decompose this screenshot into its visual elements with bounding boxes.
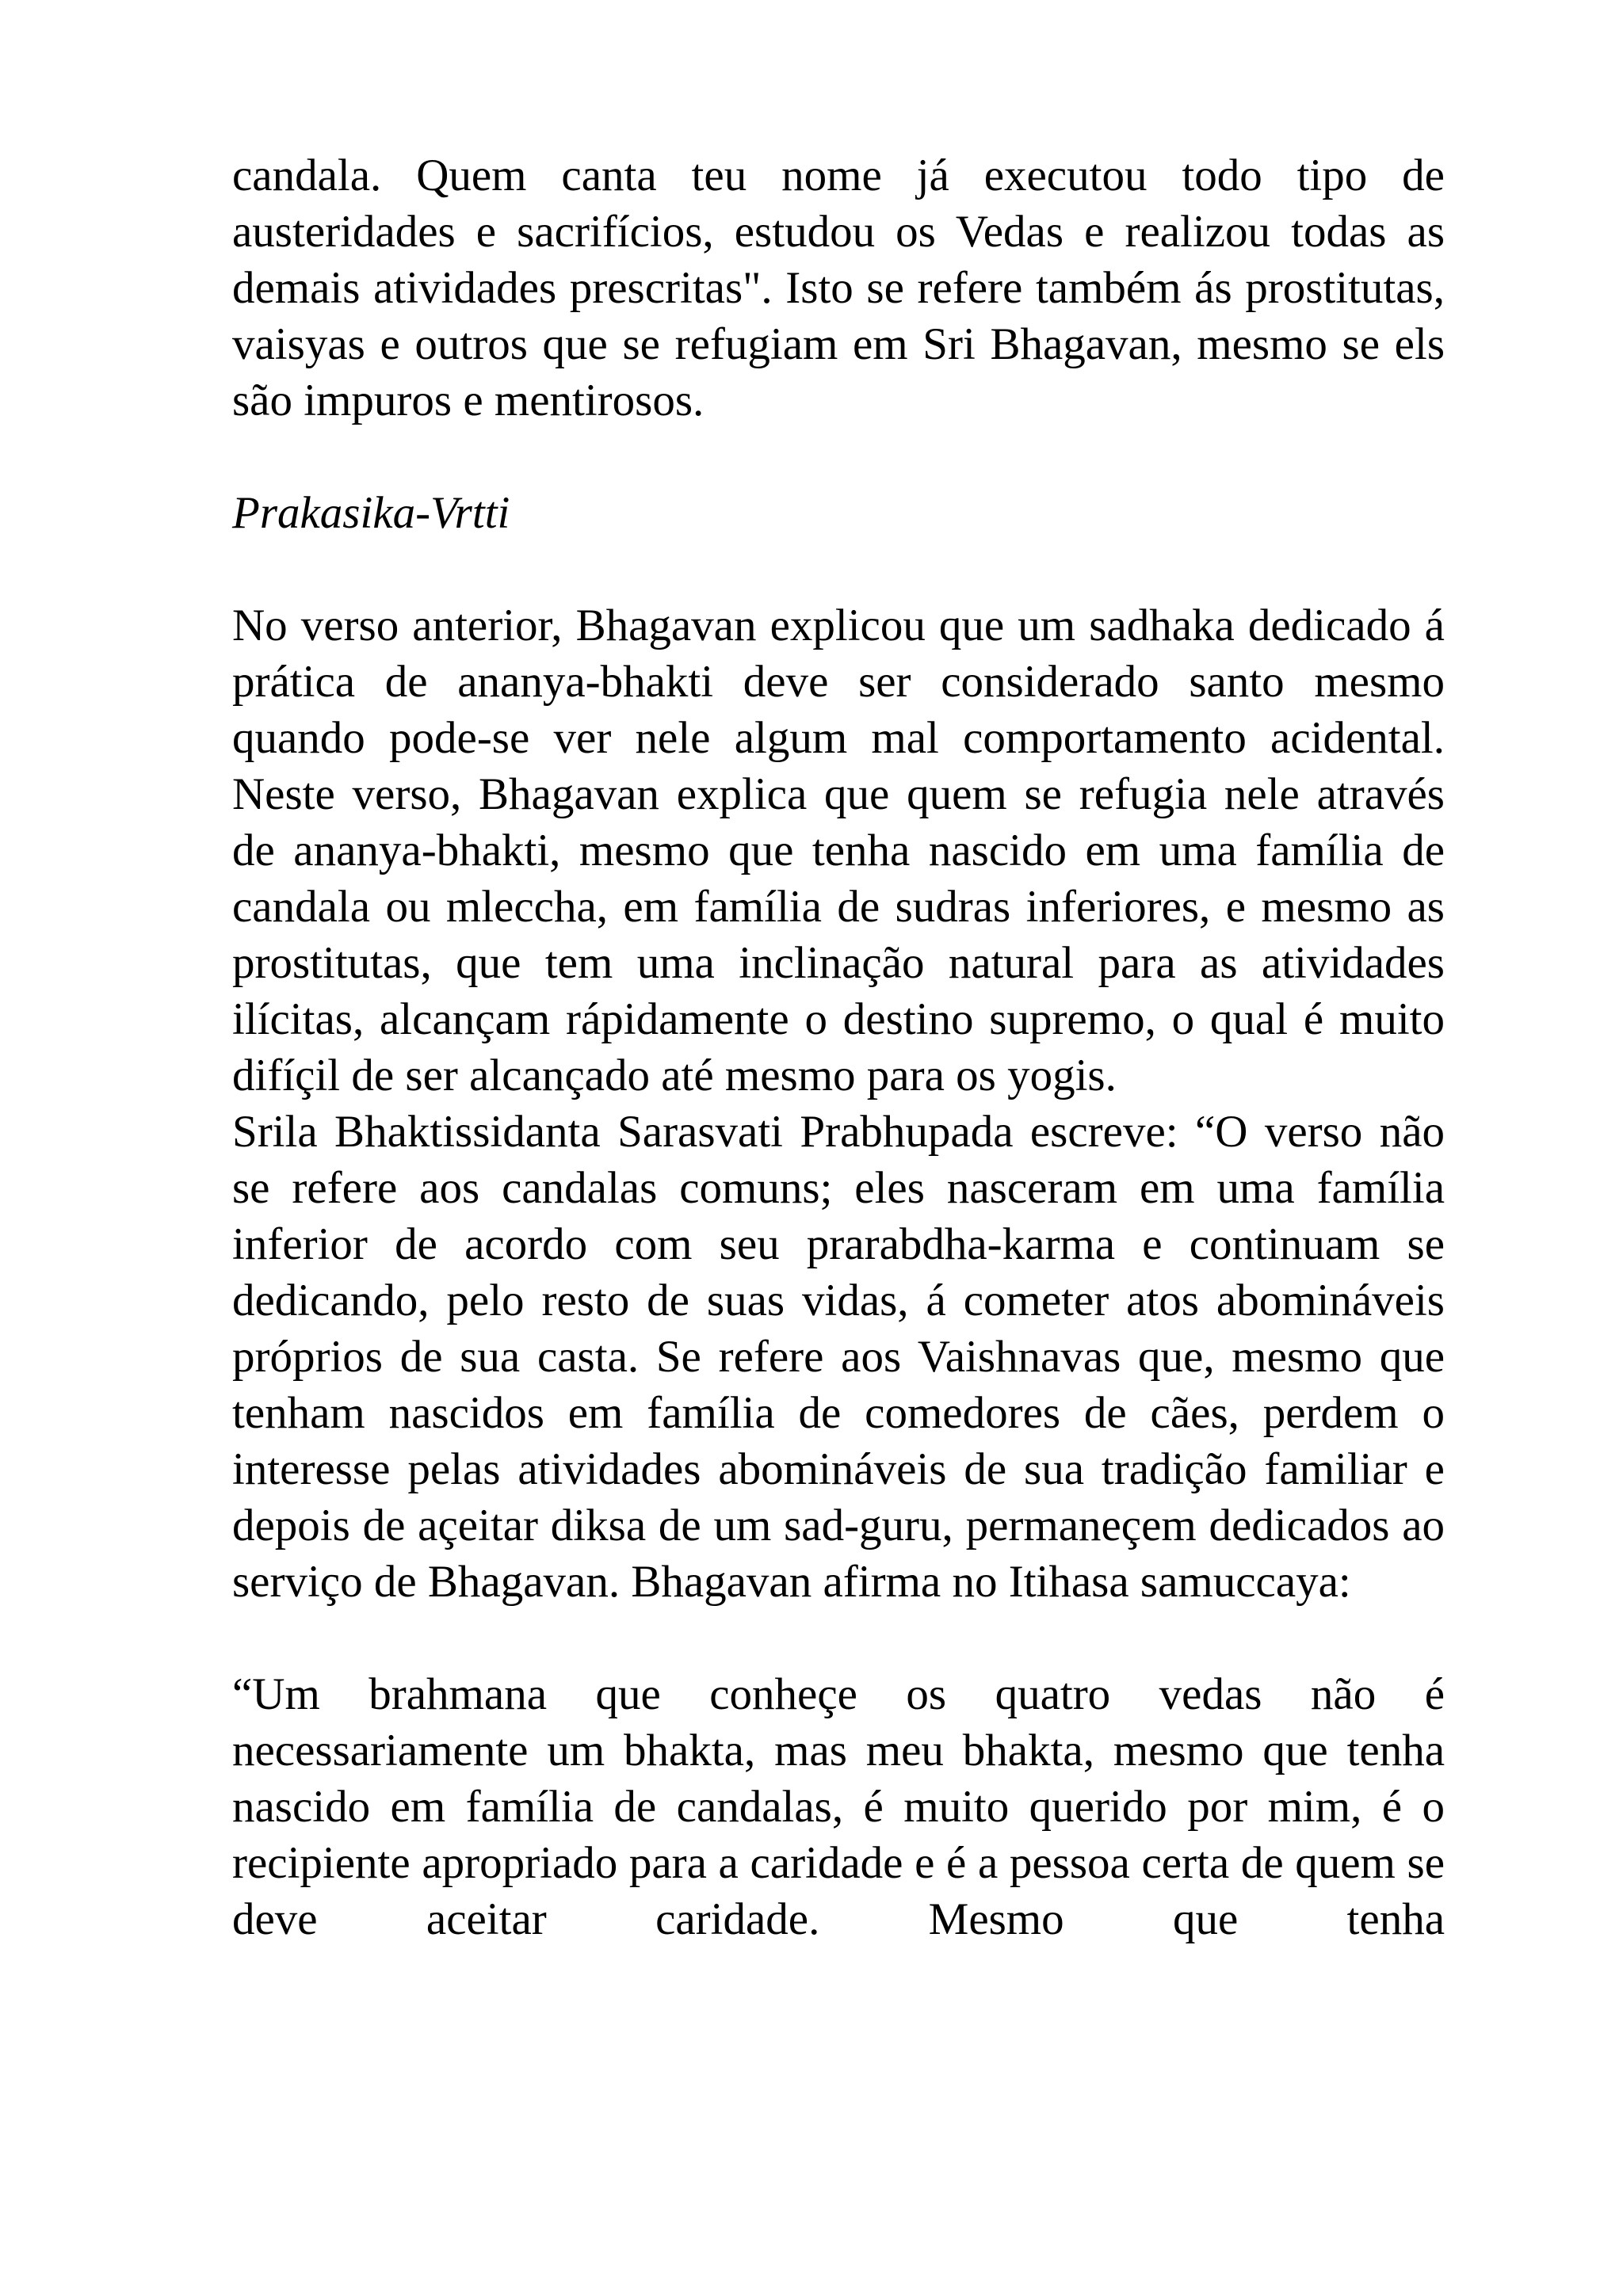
quote-intro-paragraph: Srila Bhaktissidanta Sarasvati Prabhupada escreve: “O verso não se refere aos candalas comuns; eles nasceram em uma família inferior de acordo com seu prarabdha-karma e continuam se dedicando, pelo resto de suas vidas, á cometer atos abomináveis próprios de sua casta. Se refere aos Vaishnavas que, mesmo que tenham nascidos em família de comedores de cães, perdem o interesse pelas atividades abomináveis de sua tradição familiar e depois de açeitar diksa de um sad-guru, permaneçem dedicados ao serviço de Bhagavan. Bhagavan afirma no Itihasa samuccaya: <box>232 1107 1445 1607</box>
section-heading: Prakasika-Vrtti <box>232 488 510 538</box>
paragraph-continuation: candala. Quem canta teu nome já executou todo tipo de austeridades e sacrifícios, estudou os Vedas e realizou todas as demais atividades prescritas". Isto se refere também ás prostitutas, vaisyas e outros que se refugiam em Sri Bhagavan, mesmo se els são impuros e mentirosos. <box>232 151 1445 425</box>
commentary-paragraph: No verso anterior, Bhagavan explicou que um sadhaka dedicado á prática de ananya-bhakti deve ser considerado santo mesmo quando pode-se ver nele algum mal comportamento acidental. Neste verso, Bhagavan explica que quem se refugia nele através de ananya-bhakti, mesmo que tenha nascido em uma família de candala ou mleccha, em família de sudras inferiores, e mesmo as prostitutas, que tem uma inclinação natural para as atividades ilícitas, alcançam rápidamente o destino supremo, o qual é muito difíçil de ser alcançado até mesmo para os yogis. <box>232 601 1445 1100</box>
text-column <box>232 147 1445 1947</box>
quotation-paragraph: “Um brahmana que conheçe os quatro vedas não é necessariamente um bhakta, mas meu bhakta, mesmo que tenha nascido em família de candalas, é muito querido por mim, é o recipiente apropriado para a caridade e é a pessoa certa de quem se deve aceitar caridade. Mesmo que tenha <box>232 1669 1445 1944</box>
